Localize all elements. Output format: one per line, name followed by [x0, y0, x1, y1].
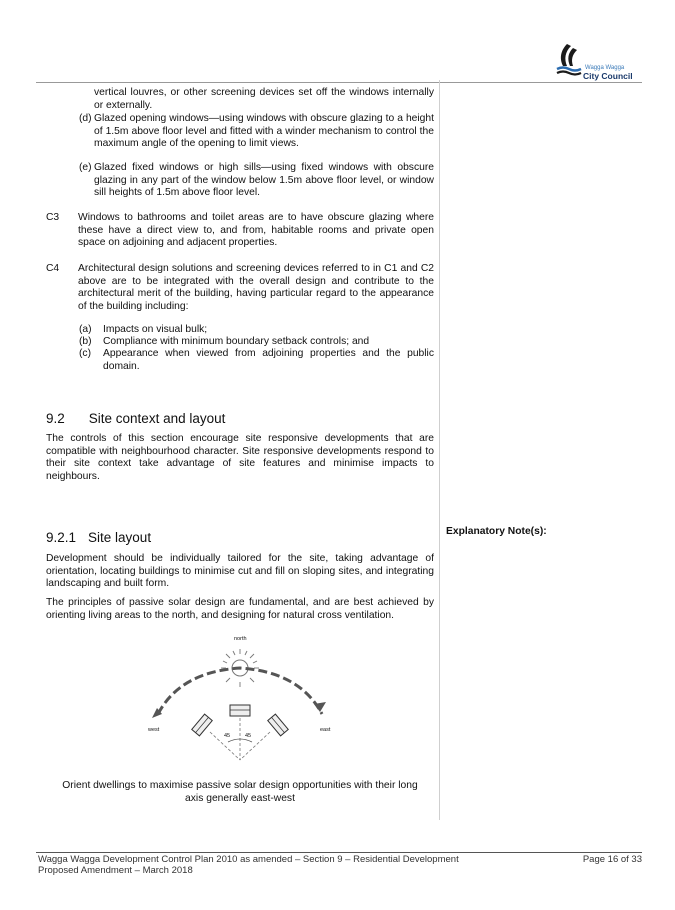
diagram-caption: Orient dwellings to maximise passive solar design opportunities with their long axis generally east-west [62, 780, 418, 804]
footer-page-number: Page 16 of 33 [582, 854, 642, 865]
building-right-icon [268, 714, 289, 736]
section-9-2-1-heading [46, 532, 151, 545]
c3-label: C3 [46, 212, 60, 223]
list-label-d: (d) [79, 113, 92, 124]
c4-item-c-label: (c) [79, 348, 92, 359]
section-9-2-body: The controls of this section encourage site responsive developments that are compatible with neighbourhood character. Site responsive developments respond to their site context take advantage of site features and minimise impacts to neighbours. [46, 433, 434, 482]
section-9-2-1-para-1: Development should be individually tailored for the site, taking advantage of orientation, locating buildings to minimise cut and fill on sloping sites, and integrating landscaping and built form. [46, 553, 434, 590]
section-9-2-1-para-2: The principles of passive solar design are fundamental, and are best achieved by orienting living areas to the north, and designing for natural cross ventilation. [46, 597, 434, 621]
footer-rule [36, 852, 642, 853]
building-center-icon [230, 705, 250, 716]
section-9-2-title: Site context and layout [88, 411, 226, 426]
c3-text: Windows to bathrooms and toilet areas are to have obscure glazing where these have a direct view to, and from, habitable rooms and private open space on adjoining and adjacent properties. [78, 212, 434, 249]
c4-item-b-label: (b) [79, 336, 92, 347]
diagram-north-label: north [234, 636, 247, 642]
section-9-2-1-title: Site layout [88, 530, 152, 545]
council-logo [553, 40, 585, 80]
explanatory-note-heading: Explanatory Note(s): [446, 526, 547, 537]
footer-line-2: Proposed Amendment – March 2018 [38, 865, 193, 876]
header-rule [36, 82, 642, 83]
section-9-2-1-number: 9.2.1 [46, 530, 77, 545]
diagram-angle-right: 45 [245, 733, 252, 739]
solar-diagram-svg [140, 632, 340, 767]
logo-small-text: Wagga Wagga [585, 65, 625, 71]
list-text-e: Glazed fixed windows or high sills—using fixed windows with obscure glazing in any part of the window below 1.5m above floor level, or window sill heights of 1.5m above floor level. [94, 162, 434, 199]
c4-item-a-text: Impacts on visual bulk; [103, 324, 208, 335]
column-divider [439, 80, 440, 820]
footer-line-1: Wagga Wagga Development Control Plan 2010 as amended – Section 9 – Residential Development [38, 854, 459, 865]
council-logo-icon [553, 40, 585, 80]
list-text-d: Glazed opening windows—using windows with obscure glazing to a height of 1.5m above floor level and fitted with a winder mechanism to control the maximum angle of the opening to limit views. [94, 113, 434, 150]
section-9-2-number: 9.2 [46, 411, 65, 426]
building-left-icon [192, 714, 213, 736]
c4-text: Architectural design solutions and screening devices referred to in C1 and C2 above are to be integrated with the overall design and contribute to the architectural merit of the building, having particular regard to the appearance of the building including: [78, 263, 434, 312]
diagram-angle-left: 45 [224, 733, 231, 739]
c4-label: C4 [46, 263, 60, 274]
logo-large-text: City Council [583, 71, 633, 81]
list-label-e: (e) [79, 162, 92, 173]
c4-item-b-text: Compliance with minimum boundary setback controls; and [103, 336, 370, 347]
diagram-east-label: east [320, 727, 331, 733]
list-intro-text: vertical louvres, or other screening devices set off the windows internally or externally. [94, 87, 434, 111]
diagram-west-label: west [148, 727, 160, 733]
solar-orientation-diagram [140, 632, 340, 767]
section-9-2-heading [46, 413, 225, 426]
c4-item-c-text: Appearance when viewed from adjoining properties and the public domain. [103, 348, 434, 372]
c4-item-a-label: (a) [79, 324, 92, 335]
